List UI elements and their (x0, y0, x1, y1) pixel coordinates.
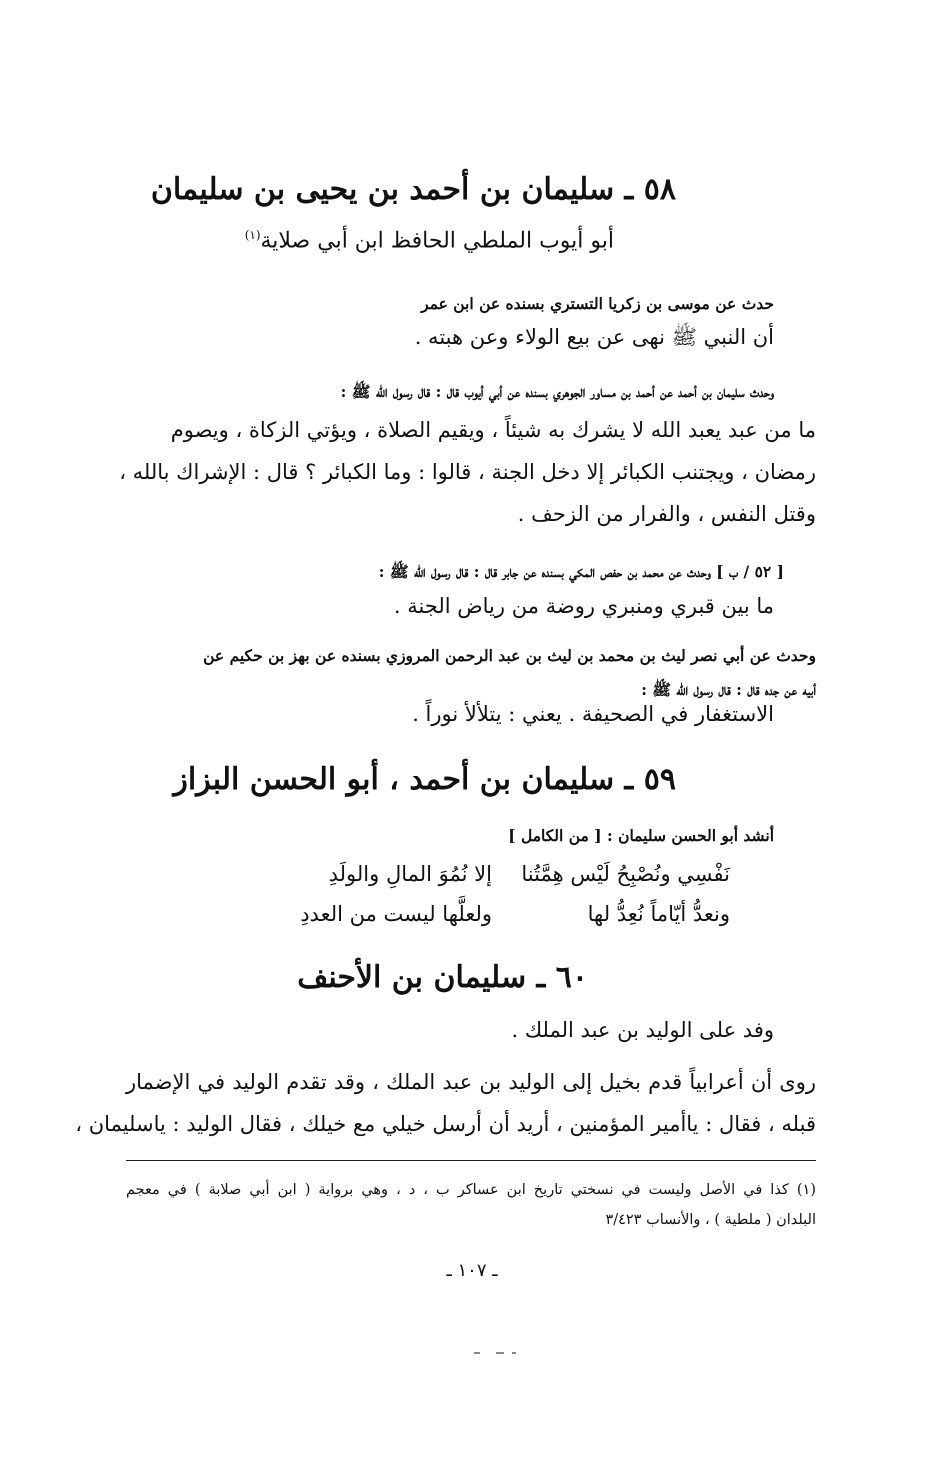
section-58-heading: ٥٨ ـ سليمان بن أحمد بن يحيى بن سليمان (150, 172, 676, 207)
verse-1-first-hemistich: نَفْسِي ونُصْبِحُ لَيْس هِمَّتُنا (521, 862, 730, 886)
isnad-2: وحدث سليمان بن أحمد عن أحمد بن مساور الجوهري بسنده عن أبي أيوب قال : قال رسول الله ﷺ : (340, 382, 774, 401)
page-number: ـ ١٠٧ ـ (446, 1260, 498, 1281)
scan-speck (496, 1352, 504, 1354)
section-58-subheading (245, 228, 614, 253)
isnad-3: [ ٥٢ / ب ] وحدث عن محمد بن حفص المكي بسنده عن جابر قال : قال رسول الله ﷺ : (378, 562, 784, 581)
section-59-intro: أنشد أبو الحسن سليمان : [ من الكامل ] (508, 826, 774, 845)
subheading-text: أبو أيوب الملطي الحافظ ابن أبي صلاية (260, 228, 614, 254)
section-60-line-1: روى أن أعرابياً قدم بخيل إلى الوليد بن عبد الملك ، وقد تقدم الوليد في الإضمار (126, 1070, 816, 1094)
isnad-4-cont: أبيه عن جده قال : قال رسول الله ﷺ : (641, 680, 816, 699)
section-59-heading: ٥٩ ـ سليمان بن أحمد ، أبو الحسن البزاز (173, 762, 676, 797)
section-60-intro: وفد على الوليد بن عبد الملك . (511, 1018, 774, 1042)
hadith-3-line-1: ما بين قبري ومنبري روضة من رياض الجنة . (393, 594, 774, 618)
footnote-line-2: البلدان ( ملطية ) ، والأنساب ٣/٤٢٣ (605, 1212, 816, 1228)
footnote-mark: (١) (244, 228, 261, 242)
isnad-1: حدث عن موسى بن زكريا التستري بسنده عن ابن عمر (421, 294, 774, 313)
isnad-4: وحدث عن أبي نصر ليث بن محمد بن ليث بن عبد الرحمن المروزي بسنده عن بهز بن حكيم عن (203, 646, 816, 665)
verse-2-first-hemistich: ونعدُّ أيّاماً نُعِدُّ لها (587, 902, 730, 926)
hadith-2-line-2: رمضان ، ويجتنب الكبائر إلا دخل الجنة ، قالوا : وما الكبائر ؟ قال : الإشراك بالله ، (119, 460, 816, 484)
hadith-1-line-1: أن النبي ﷺ نهى عن بيع الولاء وعن هبته . (414, 325, 774, 349)
hadith-4-line-1: الاستغفار في الصحيفة . يعني : يتلألأ نوراً . (412, 702, 774, 726)
scan-speck (474, 1352, 480, 1354)
footnote-separator (126, 1160, 816, 1161)
hadith-2-line-1: ما من عبد يعبد الله لا يشرك به شيئاً ، ويقيم الصلاة ، ويؤتي الزكاة ، ويصوم (170, 418, 816, 442)
scan-speck (512, 1352, 516, 1354)
footnote-line-1: (١) كذا في الأصل وليست في نسختي تاريخ ابن عساكر ب ، د ، وهي برواية ( ابن أبي صلابة ) في معجم (126, 1182, 816, 1198)
section-60-heading: ٦٠ ـ سليمان بن الأحنف (297, 960, 588, 995)
hadith-2-line-3: وقتل النفس ، والفرار من الزحف . (517, 502, 816, 526)
verse-2-second-hemistich: ولعلَّها ليست من العددِ (300, 902, 492, 926)
section-60-line-2: قبله ، فقال : ياأمير المؤمنين ، أريد أن أرسل خيلي مع خيلك ، فقال الوليد : ياسليمان ، (75, 1112, 816, 1136)
verse-1-second-hemistich: إلا نُمُوَ المالِ والولَدِ (328, 862, 492, 886)
